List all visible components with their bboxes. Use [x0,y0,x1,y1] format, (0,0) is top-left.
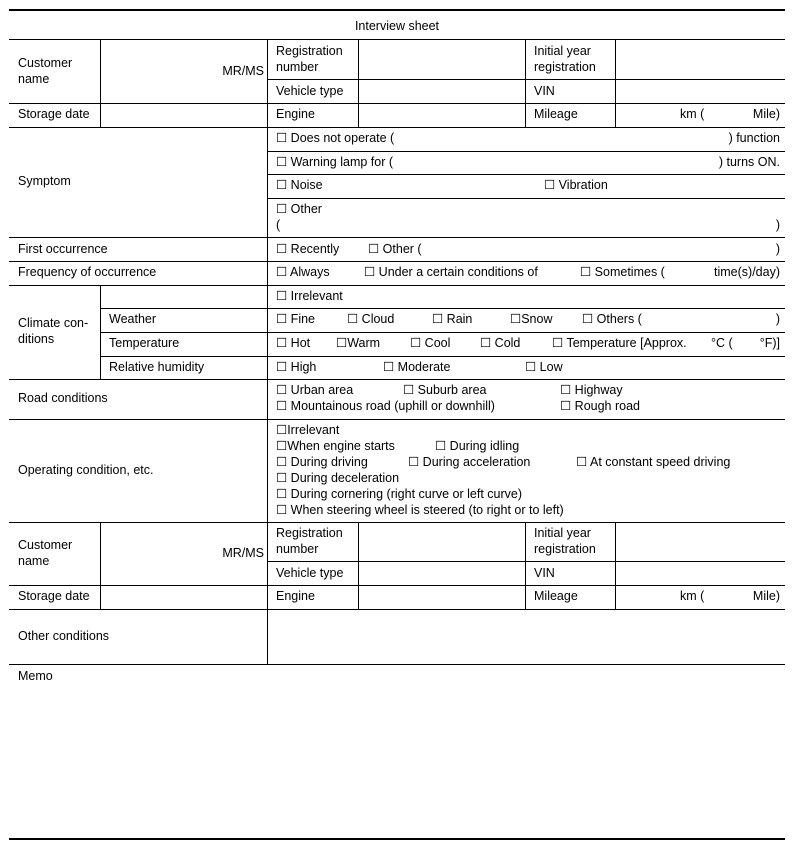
engine-starts-checkbox[interactable]: ☐When engine starts [276,439,395,453]
recently-checkbox[interactable]: ☐ Recently [276,242,340,256]
row-divider [100,356,785,357]
engine-label: Engine [276,107,315,121]
operating-condition-label: Operating condition, etc. [18,463,154,477]
symptom-other-close: ) [775,218,780,232]
hot-checkbox[interactable]: ☐ Hot [276,336,311,350]
mr-ms-label: MR/MS [222,64,264,78]
row-divider [9,285,785,286]
row-divider [267,79,785,80]
row-divider [267,151,785,152]
certain-conditions-checkbox[interactable]: ☐ Under a certain conditions of [364,265,538,279]
rain-checkbox[interactable]: ☐ Rain [432,312,473,326]
row-divider [9,522,785,523]
bottom-rule [9,838,785,840]
first-occurrence-label: First occurrence [18,242,108,256]
km-label: km ( [680,107,705,121]
mile-label: Mile) [752,107,780,121]
warm-checkbox[interactable]: ☐Warm [336,336,381,350]
col-divider [525,522,526,609]
sometimes-checkbox[interactable]: ☐ Sometimes ( [580,265,665,279]
row-divider [9,664,785,665]
symptom-label: Symptom [18,174,71,188]
fine-checkbox[interactable]: ☐ Fine [276,312,315,326]
col-divider [358,522,359,609]
initial-year-registration-label: Initial year registration [534,44,596,74]
first-other-checkbox[interactable]: ☐ Other ( [368,242,422,256]
times-per-day-text: time(s)/day) [714,265,780,279]
sheet-title: Interview sheet [354,19,440,33]
row-divider [9,585,785,586]
weather-others-checkbox[interactable]: ☐ Others ( [582,312,642,326]
storage-date-label-2: Storage date [18,589,90,603]
steering-checkbox[interactable]: ☐ When steering wheel is steered (to right or to left) [276,503,564,517]
first-other-close: ) [775,242,780,256]
col-divider [267,39,268,664]
cloud-checkbox[interactable]: ☐ Cloud [347,312,395,326]
deceleration-checkbox[interactable]: ☐ During deceleration [276,471,400,485]
temperature-label: Temperature [109,336,180,350]
fahrenheit-text: °F)] [759,336,780,350]
km-label-2: km ( [680,589,705,603]
col-divider [525,39,526,127]
vin-label-2: VIN [534,566,555,580]
cold-checkbox[interactable]: ☐ Cold [480,336,521,350]
humidity-label: Relative humidity [109,360,205,374]
frequency-label: Frequency of occurrence [18,265,157,279]
always-checkbox[interactable]: ☐ Always [276,265,330,279]
customer-name-label-2: Customer name [18,538,73,568]
low-checkbox[interactable]: ☐ Low [525,360,563,374]
high-checkbox[interactable]: ☐ High [276,360,317,374]
mileage-label: Mileage [534,107,578,121]
rough-road-checkbox[interactable]: ☐ Rough road [560,399,641,413]
acceleration-checkbox[interactable]: ☐ During acceleration [408,455,531,469]
moderate-checkbox[interactable]: ☐ Moderate [383,360,451,374]
mr-ms-label-2: MR/MS [222,546,264,560]
row-divider [9,127,785,128]
row-divider [9,39,785,40]
col-divider [100,39,101,127]
vibration-checkbox[interactable]: ☐ Vibration [544,178,608,192]
vehicle-type-label: Vehicle type [276,84,344,98]
celsius-text: °C ( [711,336,733,350]
symptom-other-checkbox[interactable]: ☐ Other [276,202,322,216]
noise-checkbox[interactable]: ☐ Noise [276,178,323,192]
symptom-other-open: ( [276,218,281,232]
row-divider [9,103,785,104]
top-rule [9,9,785,11]
weather-label: Weather [109,312,157,326]
row-divider [100,308,785,309]
row-divider [9,609,785,610]
cool-checkbox[interactable]: ☐ Cool [410,336,451,350]
mile-label-2: Mile) [752,589,780,603]
road-conditions-label: Road conditions [18,391,108,405]
initial-year-registration-label-2: Initial year registration [534,526,596,556]
driving-checkbox[interactable]: ☐ During driving [276,455,368,469]
suburb-area-checkbox[interactable]: ☐ Suburb area [403,383,487,397]
row-divider [267,174,785,175]
weather-others-close: ) [775,312,780,326]
row-divider [9,237,785,238]
col-divider [615,39,616,127]
col-divider [100,285,101,379]
row-divider [9,261,785,262]
does-not-operate-checkbox[interactable]: ☐ Does not operate ( [276,131,395,145]
mountainous-road-checkbox[interactable]: ☐ Mountainous road (uphill or downhill) [276,399,495,413]
row-divider [9,419,785,420]
idling-checkbox[interactable]: ☐ During idling [435,439,520,453]
row-divider [100,332,785,333]
col-divider [615,522,616,609]
registration-number-label-2: Registration number [276,526,343,556]
vin-label: VIN [534,84,555,98]
row-divider [267,198,785,199]
urban-area-checkbox[interactable]: ☐ Urban area [276,383,354,397]
constant-speed-checkbox[interactable]: ☐ At constant speed driving [576,455,731,469]
row-divider [9,379,785,380]
registration-number-label: Registration number [276,44,343,74]
warning-lamp-checkbox[interactable]: ☐ Warning lamp for ( [276,155,394,169]
col-divider [358,39,359,127]
row-divider [267,561,785,562]
climate-irrelevant-checkbox[interactable]: ☐ Irrelevant [276,289,343,303]
storage-date-label: Storage date [18,107,90,121]
other-conditions-label: Other conditions [18,629,110,643]
snow-checkbox[interactable]: ☐Snow [510,312,553,326]
function-text: ) function [728,131,780,145]
turns-on-text: ) turns ON. [718,155,780,169]
mileage-label-2: Mileage [534,589,578,603]
temperature-approx-checkbox[interactable]: ☐ Temperature [Approx. [552,336,687,350]
operating-irrelevant-checkbox[interactable]: ☐Irrelevant [276,423,340,437]
col-divider [100,522,101,609]
highway-checkbox[interactable]: ☐ Highway [560,383,623,397]
engine-label-2: Engine [276,589,315,603]
climate-conditions-label: Climate con- ditions [18,316,89,346]
customer-name-label: Customer name [18,56,73,86]
memo-label: Memo [18,669,53,683]
vehicle-type-label-2: Vehicle type [276,566,344,580]
cornering-checkbox[interactable]: ☐ During cornering (right curve or left curve) [276,487,523,501]
